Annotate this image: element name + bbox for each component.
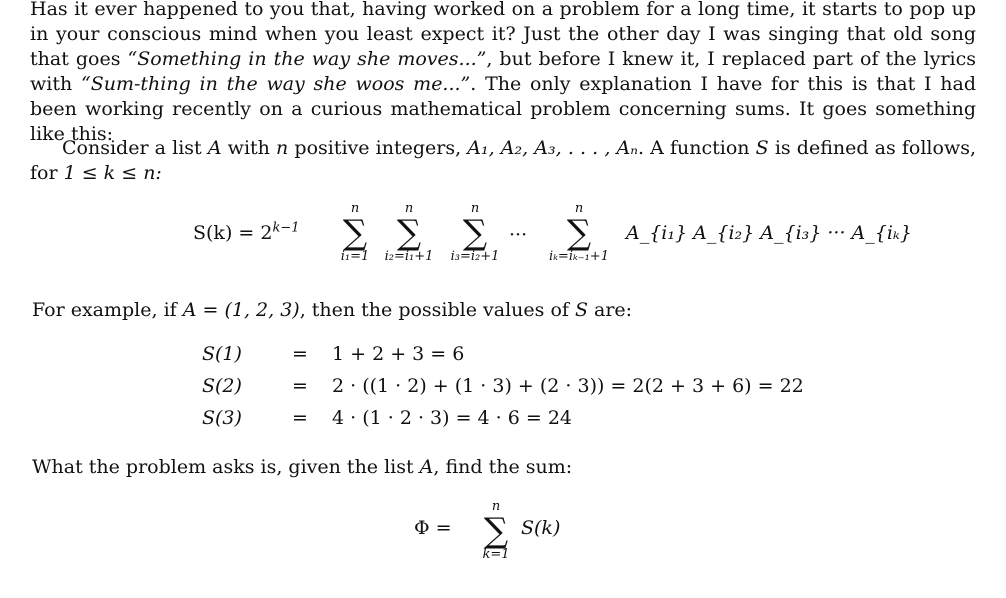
sigma-1-upper: n xyxy=(350,201,360,216)
sigma-2 xyxy=(377,202,441,264)
var-S: S xyxy=(755,137,769,159)
example-text-3: are: xyxy=(587,299,633,321)
formula-product: A_{i₁} A_{i₂} A_{i₃} ··· A_{iₖ} xyxy=(626,222,912,244)
example-row-3-lhs: S(3) xyxy=(202,407,242,429)
song-quote-2: “Sum-thing in the way she woos me...” xyxy=(80,73,471,95)
def-text-4: . A function xyxy=(637,137,756,159)
problem-var-A: A xyxy=(419,456,434,478)
def-text-2: with xyxy=(221,137,277,159)
example-intro xyxy=(32,298,632,323)
intro-text-2: , but before I knew it, I replaced part of the lyrics with xyxy=(30,48,976,95)
formula-exponent: k−1 xyxy=(272,220,300,236)
sigma-3-lower: i₃=i₂+1 xyxy=(450,249,500,264)
formula-lhs xyxy=(193,222,300,244)
sigma-4-lower: iₖ=iₖ₋₁+1 xyxy=(549,249,609,264)
list-expression: A₁, A₂, A₃, . . . , Aₙ xyxy=(467,137,638,159)
sigma-3 xyxy=(443,202,507,264)
example-row-2-rhs: 2 · ((1 · 2) + (1 · 3) + (2 · 3)) = 2(2 + 3 + 6) = 22 xyxy=(332,375,804,397)
sigma-3-symbol: ∑ xyxy=(462,213,488,253)
problem-text-2: , find the sum: xyxy=(433,456,573,478)
var-A: A xyxy=(207,137,222,159)
example-row-1-rhs: 1 + 2 + 3 = 6 xyxy=(332,343,465,365)
sigma-2-upper: n xyxy=(404,201,414,216)
example-row-1-rel: = xyxy=(292,343,308,365)
sigma-4-symbol: ∑ xyxy=(566,213,592,253)
example-row-2-lhs: S(2) xyxy=(202,375,242,397)
example-var-S: S xyxy=(574,299,588,321)
sigma-2-symbol: ∑ xyxy=(396,213,422,253)
phi-sigma-upper: n xyxy=(491,499,501,514)
example-row-2-rel: = xyxy=(292,375,308,397)
example-text-1: For example, if xyxy=(32,299,183,321)
def-text-1: Consider a list xyxy=(62,137,208,159)
sigma-2-lower: i₂=i₁+1 xyxy=(384,249,434,264)
sigma-1-lower: i₁=1 xyxy=(340,249,370,264)
problem-text-1: What the problem asks is, given the list xyxy=(32,456,420,478)
song-quote-1: “Something in the way she moves...” xyxy=(127,48,487,70)
var-n: n xyxy=(276,137,289,159)
intro-text-3: . The only explanation I have for this is that I had been working recently on a curious mathematical problem concerning sums. It goes something like this: xyxy=(30,73,976,145)
formula-dots: ··· xyxy=(509,224,528,246)
example-text-2: , then the possible values of xyxy=(299,299,575,321)
def-text-3: positive integers, xyxy=(288,137,468,159)
phi-sigma-symbol: ∑ xyxy=(483,511,509,551)
phi-sigma xyxy=(466,500,526,562)
phi-rhs: S(k) xyxy=(521,517,561,539)
phi-sigma-lower: k=1 xyxy=(482,547,510,562)
intro-paragraph xyxy=(30,0,976,147)
sigma-1-symbol: ∑ xyxy=(342,213,368,253)
example-A-value: A = (1, 2, 3) xyxy=(182,299,300,321)
sigma-3-upper: n xyxy=(470,201,480,216)
problem-statement xyxy=(32,455,572,480)
example-row-3-rhs: 4 · (1 · 2 · 3) = 4 · 6 = 24 xyxy=(332,407,573,429)
range-expression: 1 ≤ k ≤ n: xyxy=(63,162,162,184)
example-row-3-rel: = xyxy=(292,407,308,429)
intro-text-1: Has it ever happened to you that, having worked on a problem for a long time, it starts to pop up in your conscious mind when you least expect it? Just the other day I was singing that old song that goes xyxy=(30,0,976,70)
phi-lhs: Φ = xyxy=(414,517,452,539)
formula-lhs-text: S(k) = 2 xyxy=(193,222,273,244)
sigma-4 xyxy=(549,202,609,264)
sigma-4-upper: n xyxy=(574,201,584,216)
def-text-5: is defined as follows, for xyxy=(30,137,976,184)
example-row-1-lhs: S(1) xyxy=(202,343,242,365)
definition-paragraph xyxy=(30,136,976,186)
